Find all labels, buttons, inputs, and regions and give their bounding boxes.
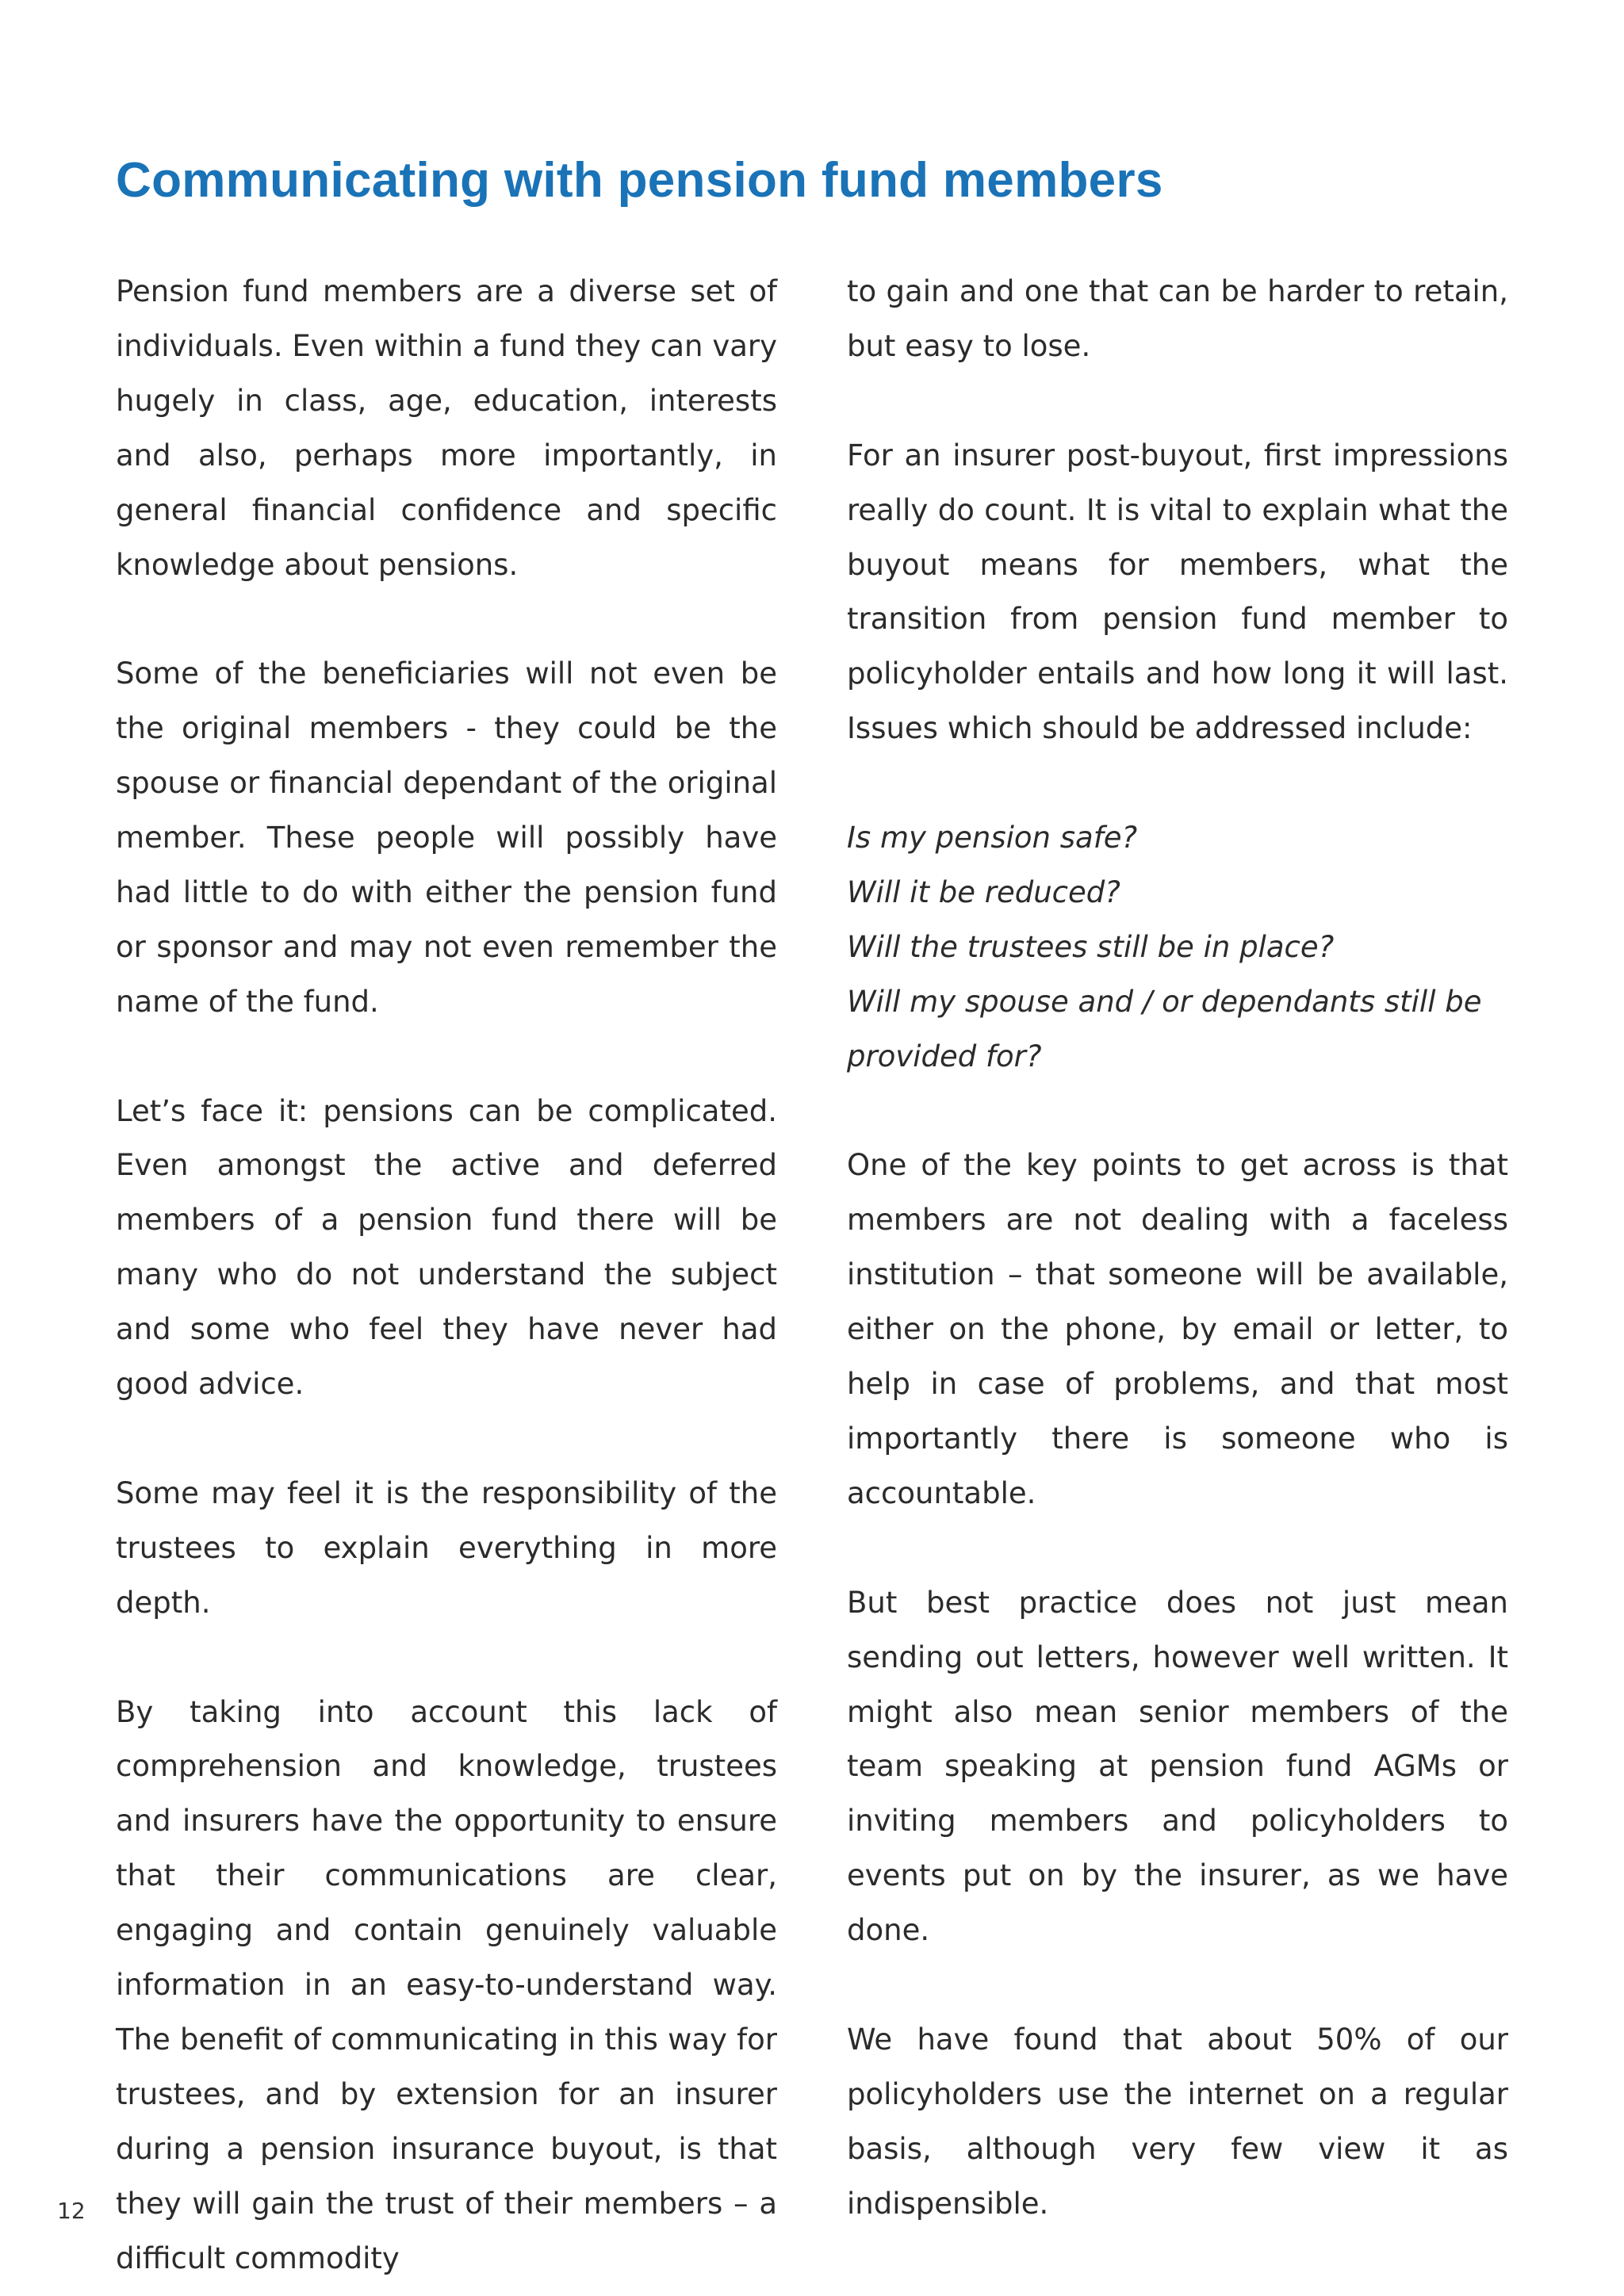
body-paragraph: But best practice does not just mean sending out letters, however well written. It might also mean senior members of the team speaking at pension fund AGMs or inviting members and policyholders to events put on by the insurer, as we have done. — [847, 1585, 1508, 1948]
body-paragraph: For an insurer post-buyout, first impressions really do count. It is vital to explain what the buyout means for members, what the transition from pension fund member to policyholder entails and how long it will last. Issues which should be addressed include: — [847, 438, 1508, 746]
right-column — [847, 265, 1508, 2232]
question-item: Will the trustees still be in place? — [847, 929, 1335, 964]
body-paragraph: Some may feel it is the responsibility of the trustees to explain everything in more depth. — [116, 1475, 777, 1620]
question-item: Is my pension safe? — [847, 821, 1138, 855]
page-title: Communicating with pension fund members — [116, 153, 1163, 208]
continued-paragraph: to gain and one that can be harder to retain, but easy to lose. — [847, 274, 1508, 363]
member-questions-list — [847, 811, 1508, 1085]
body-paragraph: By taking into account this lack of comprehension and knowledge, trustees and insurers have the opportunity to ensure that their communications are clear, engaging and contain genuinely valuable information in an easy-to-understand way. The benefit of communicating in this way for trustees, and by extension for an insurer during a pension insurance buyout, is that they will gain the trust of their members – a difficult commodity — [116, 1694, 777, 2275]
question-item: Will my spouse and / or dependants still be provided for? — [847, 984, 1482, 1073]
question-item: Will it be reduced? — [847, 874, 1120, 909]
body-paragraph: Let’s face it: pensions can be complicated. Even amongst the active and deferred members of a pension fund there will be many who do not understand the subject and some who feel they have never had good advice. — [116, 1093, 777, 1402]
body-paragraph: Some of the beneficiaries will not even be the original members - they could be the spouse or financial dependant of the original member. These people will possibly have had little to do with either the pension fund or sponsor and may not even remember the name of the fund. — [116, 656, 777, 1019]
body-paragraph: One of the key points to get across is that members are not dealing with a faceless institution – that someone will be available, either on the phone, by email or letter, to help in case of problems, and that most importantly there is someone who is accountable. — [847, 1148, 1508, 1510]
body-paragraph: Pension fund members are a diverse set of individuals. Even within a fund they can vary hugely in class, age, education, interests and also, perhaps more importantly, in general financial confidence and specific knowledge about pensions. — [116, 274, 777, 582]
body-paragraph: We have found that about 50% of our policyholders use the internet on a regular basis, although very few view it as indispensible. — [847, 2022, 1508, 2221]
page-number: 12 — [57, 2198, 86, 2224]
left-column — [116, 265, 777, 2286]
